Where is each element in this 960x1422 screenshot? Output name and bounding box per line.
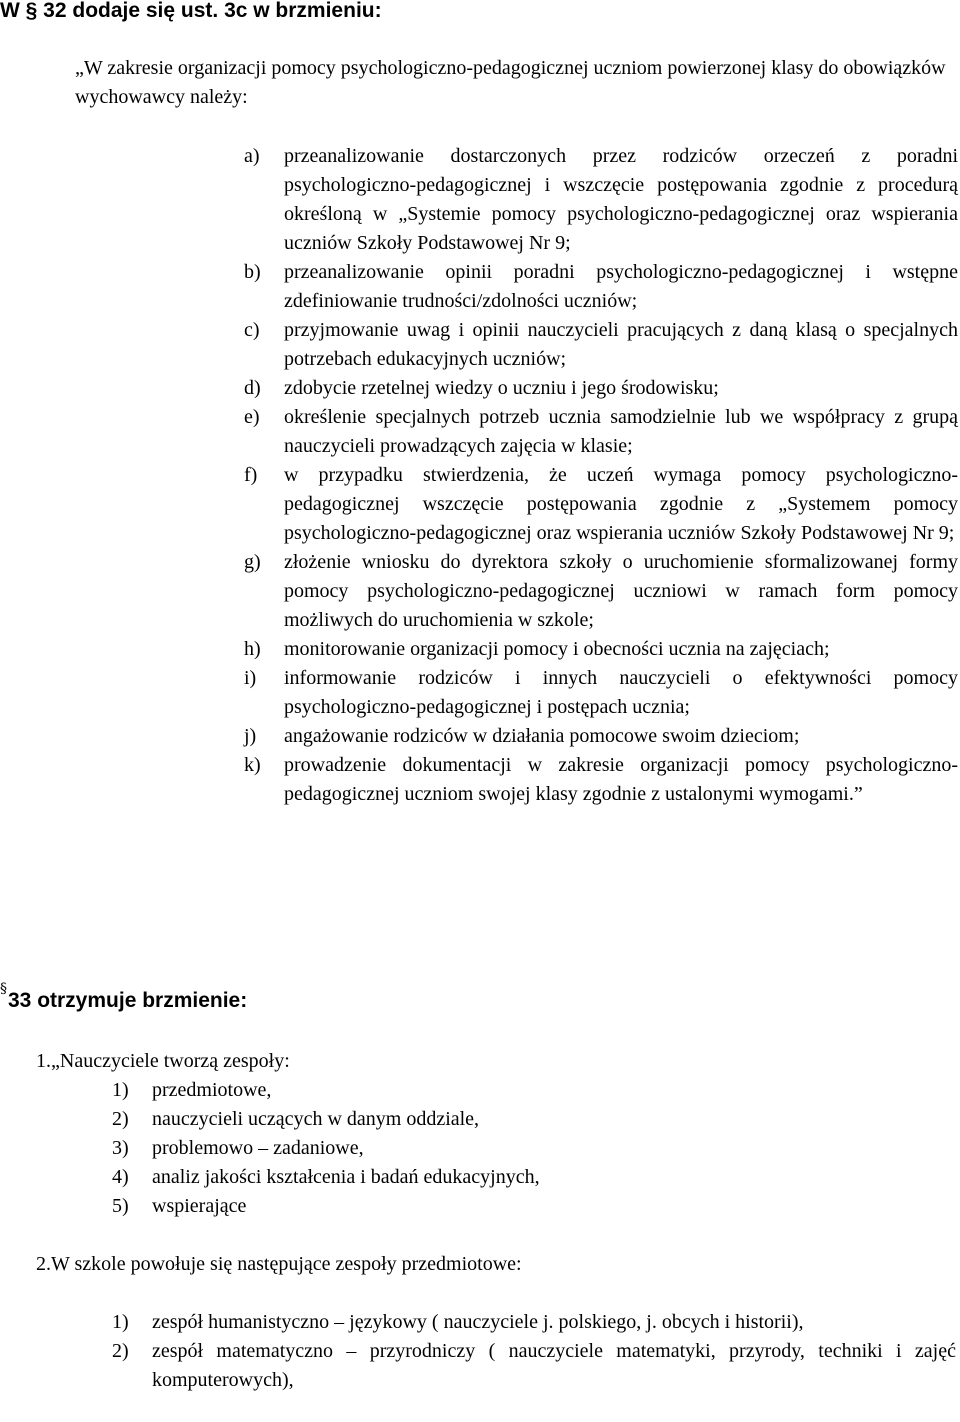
list-item <box>112 1337 956 1395</box>
item-marker: b) <box>244 261 261 283</box>
intro-paragraph: „W zakresie organizacji pomocy psychologiczno-pedagogicznej uczniom powierzonej klasy do obowiązków wychowawcy należy: <box>75 57 946 108</box>
item-text: angażowanie rodziców w działania pomocowe swoim dzieciom; <box>284 725 800 747</box>
list-item <box>244 751 958 809</box>
list-item <box>112 1192 956 1221</box>
spacer <box>36 1221 956 1250</box>
list-item <box>244 258 958 316</box>
item-marker: 1) <box>112 1311 129 1333</box>
duties-list <box>244 142 958 809</box>
point-marker: 1. <box>36 1050 51 1072</box>
item-text: przeanalizowanie opinii poradni psychologiczno-pedagogicznej i wstępne zdefiniowanie trudności/zdolności uczniów; <box>284 261 958 312</box>
list-item <box>112 1163 956 1192</box>
item-marker: 5) <box>112 1195 129 1217</box>
item-text: wspierające <box>152 1195 247 1217</box>
item-text: w przypadku stwierdzenia, że uczeń wymaga pomocy psychologiczno-pedagogicznej wszczęcie postępowania zgodnie z „Systemem pomocy psychologiczno-pedagogicznej oraz wspierania uczniów Szkoły Podstawowej Nr 9; <box>284 464 958 544</box>
point-2 <box>36 1250 956 1395</box>
item-marker: k) <box>244 754 261 776</box>
item-marker: c) <box>244 319 260 341</box>
item-marker: a) <box>244 145 260 167</box>
item-text: prowadzenie dokumentacji w zakresie organizacji pomocy psychologiczno-pedagogicznej uczniom swojej klasy zgodnie z ustalonymi wymogami.” <box>284 754 958 805</box>
list-item <box>244 374 958 403</box>
point-1 <box>36 1047 956 1221</box>
item-text: złożenie wniosku do dyrektora szkoły o uruchomienie sformalizowanej formy pomocy psychologiczno-pedagogicznej uczniowi w ramach form pomocy możliwych do uruchomienia w szkole; <box>284 551 958 631</box>
point-text: W szkole powołuje się następujące zespoły przedmiotowe: <box>51 1253 522 1275</box>
list-item <box>244 664 958 722</box>
section-heading-33-text: 33 otrzymuje brzmienie: <box>8 989 248 1012</box>
item-text: analiz jakości kształcenia i badań edukacyjnych, <box>152 1166 540 1188</box>
list-item <box>244 635 958 664</box>
item-marker: g) <box>244 551 261 573</box>
item-text: przeanalizowanie dostarczonych przez rodziców orzeczeń z poradni psychologiczno-pedagogicznej i wszczęcie postępowania zgodnie z procedurą określoną w „Systemie pomocy psychologiczno-pedagogicznej oraz wspierania uczniów Szkoły Podstawowej Nr 9; <box>284 145 958 254</box>
item-text: nauczycieli uczących w danym oddziale, <box>152 1108 480 1130</box>
item-marker: 2) <box>112 1108 129 1130</box>
item-marker: 1) <box>112 1079 129 1101</box>
list-item <box>112 1076 956 1105</box>
point-text: „Nauczyciele tworzą zespoły: <box>51 1050 290 1072</box>
section-heading-32: W § 32 dodaje się ust. 3c w brzmieniu: <box>0 0 382 22</box>
teams-types-list <box>112 1076 956 1221</box>
list-item <box>244 316 958 374</box>
item-text: zdobycie rzetelnej wiedzy o uczniu i jego środowisku; <box>284 377 719 399</box>
list-item <box>112 1308 956 1337</box>
item-marker: h) <box>244 638 261 660</box>
list-item <box>112 1105 956 1134</box>
subject-teams-list <box>112 1308 956 1395</box>
section-sign-symbol: § <box>0 981 7 997</box>
item-text: problemowo – zadaniowe, <box>152 1137 364 1159</box>
item-marker: 4) <box>112 1166 129 1188</box>
list-item <box>112 1134 956 1163</box>
list-item <box>244 722 958 751</box>
list-item <box>244 461 958 548</box>
item-text: określenie specjalnych potrzeb ucznia samodzielnie lub we współpracy z grupą nauczycieli prowadzących zajęcia w klasie; <box>284 406 958 457</box>
item-marker: i) <box>244 667 257 689</box>
item-text: monitorowanie organizacji pomocy i obecności ucznia na zajęciach; <box>284 638 830 660</box>
item-marker: d) <box>244 377 261 399</box>
list-item <box>244 142 958 258</box>
list-item <box>244 403 958 461</box>
item-text: przyjmowanie uwag i opinii nauczycieli pracujących z daną klasą o specjalnych potrzebach edukacyjnych uczniów; <box>284 319 958 370</box>
item-marker: 3) <box>112 1137 129 1159</box>
item-text: informowanie rodziców i innych nauczycieli o efektywności pomocy psychologiczno-pedagogicznej i postępach ucznia; <box>284 667 958 718</box>
point-marker: 2. <box>36 1253 51 1275</box>
section-heading-33 <box>0 981 248 1015</box>
item-marker: 2) <box>112 1340 129 1362</box>
item-marker: f) <box>244 464 258 486</box>
teams-list <box>36 1047 956 1395</box>
list-item <box>244 548 958 635</box>
item-marker: j) <box>244 725 257 747</box>
item-text: zespół matematyczno – przyrodniczy ( nauczyciele matematyki, przyrody, techniki i zajęć komputerowych), <box>152 1340 956 1391</box>
item-text: zespół humanistyczno – językowy ( nauczyciele j. polskiego, j. obcych i historii), <box>152 1311 804 1333</box>
item-marker: e) <box>244 406 260 428</box>
item-text: przedmiotowe, <box>152 1079 272 1101</box>
